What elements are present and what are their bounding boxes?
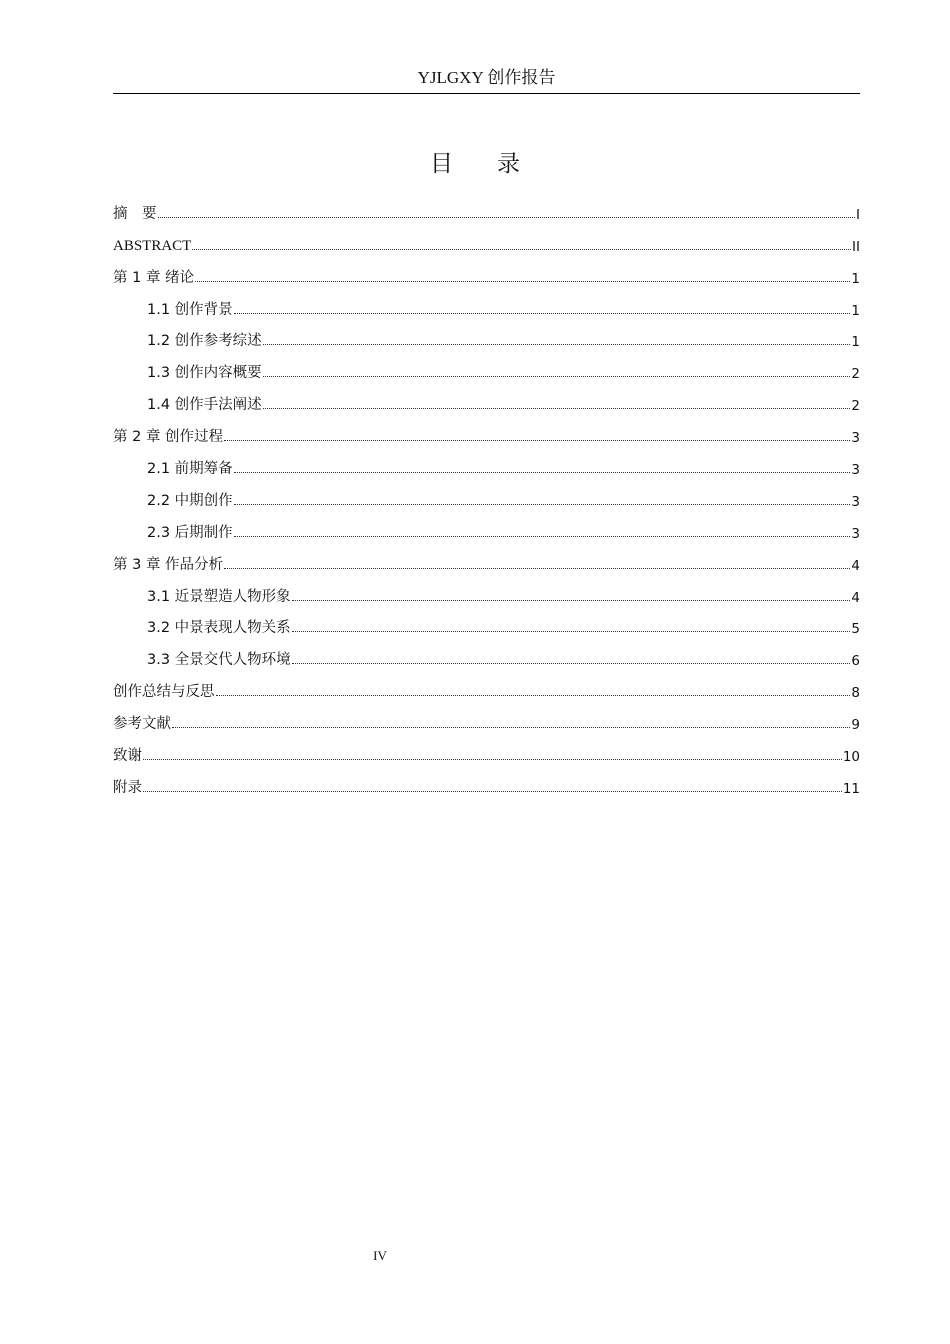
toc-entry-page: 2 bbox=[851, 398, 860, 415]
toc-entry[interactable] bbox=[113, 542, 860, 574]
toc-entry[interactable] bbox=[113, 223, 860, 255]
toc-entry[interactable] bbox=[113, 255, 860, 287]
toc-entry-page: 3 bbox=[851, 493, 860, 510]
dot-leader bbox=[292, 599, 851, 601]
toc-entry-page: 1 bbox=[851, 302, 860, 319]
toc-entry-page: 1 bbox=[851, 334, 860, 351]
toc-entry[interactable] bbox=[113, 446, 860, 478]
page-header: YJLGXY 创作报告 bbox=[113, 66, 860, 94]
toc-entry-page: 3 bbox=[851, 462, 860, 479]
table-of-contents bbox=[113, 191, 860, 797]
dot-leader bbox=[216, 694, 851, 696]
toc-entry-label: 1.3 创作内容概要 bbox=[147, 365, 262, 382]
toc-entry-page: 9 bbox=[851, 717, 860, 734]
toc-entry-label: 3.2 中景表现人物关系 bbox=[147, 620, 291, 637]
toc-entry-label: 1.2 创作参考综述 bbox=[147, 333, 262, 350]
dot-leader bbox=[143, 758, 842, 760]
toc-entry-page: 1 bbox=[851, 270, 860, 287]
toc-entry-label: 3.3 全景交代人物环境 bbox=[147, 652, 291, 669]
toc-entry[interactable] bbox=[113, 191, 860, 223]
toc-entry-label: 第 2 章 创作过程 bbox=[113, 429, 224, 446]
dot-leader bbox=[172, 726, 850, 728]
dot-leader bbox=[292, 630, 851, 632]
page-number-footer: IV bbox=[373, 1248, 387, 1263]
toc-entry[interactable] bbox=[113, 382, 860, 414]
toc-entry-page: 6 bbox=[851, 653, 860, 670]
toc-entry[interactable] bbox=[113, 701, 860, 733]
toc-title-left: 目 bbox=[430, 151, 453, 177]
toc-entry[interactable] bbox=[113, 414, 860, 446]
toc-entry-label: 创作总结与反思 bbox=[113, 684, 215, 701]
toc-entry[interactable] bbox=[113, 510, 860, 542]
dot-leader bbox=[195, 280, 850, 282]
toc-entry-page: 8 bbox=[851, 685, 860, 702]
toc-entry-page: 2 bbox=[851, 366, 860, 383]
dot-leader bbox=[234, 312, 851, 314]
toc-entry[interactable] bbox=[113, 765, 860, 797]
toc-entry-label: 3.1 近景塑造人物形象 bbox=[147, 588, 291, 605]
dot-leader bbox=[263, 343, 851, 345]
toc-entry-page: II bbox=[852, 238, 860, 255]
toc-title-right: 录 bbox=[497, 151, 520, 177]
toc-entry-label: 2.1 前期筹备 bbox=[147, 461, 233, 478]
toc-entry[interactable] bbox=[113, 637, 860, 669]
toc-entry-label: 第 3 章 作品分析 bbox=[113, 556, 224, 573]
toc-entry[interactable] bbox=[113, 606, 860, 638]
toc-entry-page: I bbox=[856, 206, 860, 223]
toc-entry[interactable] bbox=[113, 574, 860, 606]
toc-entry[interactable] bbox=[113, 669, 860, 701]
toc-entry-label: 2.2 中期创作 bbox=[147, 492, 233, 509]
toc-entry-label: 参考文献 bbox=[113, 716, 171, 733]
toc-entry-label: 附录 bbox=[113, 779, 142, 796]
toc-entry-label: 1.1 创作背景 bbox=[147, 301, 233, 318]
dot-leader bbox=[263, 407, 851, 409]
toc-entry[interactable] bbox=[113, 287, 860, 319]
dot-leader bbox=[263, 375, 851, 377]
dot-leader bbox=[192, 248, 851, 250]
toc-entry-page: 4 bbox=[851, 557, 860, 574]
toc-entry-label: 致谢 bbox=[113, 748, 142, 765]
toc-entry-page: 11 bbox=[842, 780, 860, 797]
toc-entry-label: 2.3 后期制作 bbox=[147, 524, 233, 541]
dot-leader bbox=[224, 567, 850, 569]
dot-leader bbox=[292, 662, 851, 664]
toc-title bbox=[0, 148, 950, 180]
dot-leader bbox=[224, 439, 850, 441]
toc-entry-page: 10 bbox=[842, 749, 860, 766]
toc-entry[interactable] bbox=[113, 319, 860, 351]
toc-entry[interactable] bbox=[113, 733, 860, 765]
toc-entry-label: 第 1 章 绪论 bbox=[113, 269, 195, 286]
dot-leader bbox=[143, 790, 842, 792]
toc-entry-page: 3 bbox=[851, 430, 860, 447]
toc-entry-label: ABSTRACT bbox=[113, 237, 192, 254]
dot-leader bbox=[158, 216, 856, 218]
toc-entry-page: 5 bbox=[851, 621, 860, 638]
toc-entry-page: 3 bbox=[851, 525, 860, 542]
toc-entry[interactable] bbox=[113, 478, 860, 510]
toc-entry-label: 1.4 创作手法阐述 bbox=[147, 397, 262, 414]
toc-entry-label: 摘 要 bbox=[113, 205, 157, 222]
dot-leader bbox=[234, 535, 851, 537]
dot-leader bbox=[234, 503, 851, 505]
dot-leader bbox=[234, 471, 851, 473]
toc-entry[interactable] bbox=[113, 350, 860, 382]
toc-entry-page: 4 bbox=[851, 589, 860, 606]
